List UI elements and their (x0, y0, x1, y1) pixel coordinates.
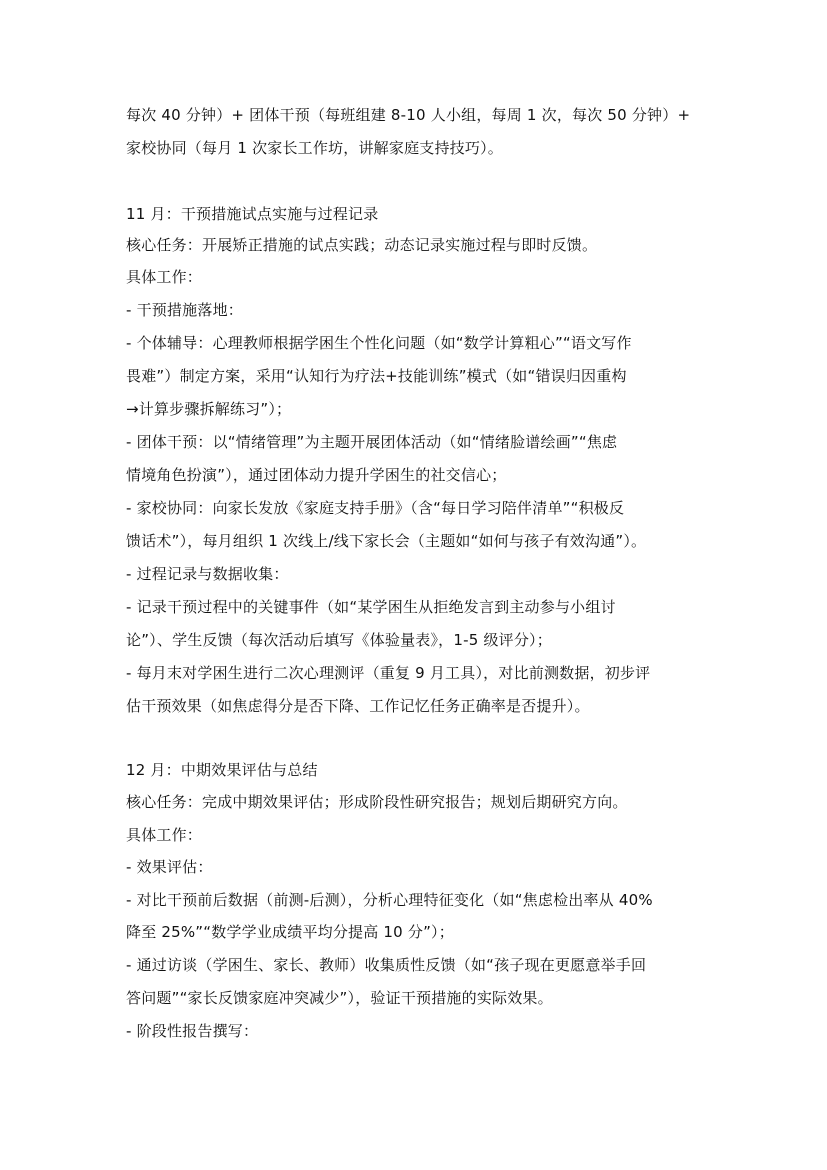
text-line: 情境角色扮演”），通过团体动力提升学困生的社交信心； (126, 466, 507, 484)
text-line: - 通过访谈（学困生、家长、教师）收集质性反馈（如“孩子现在更愿意举手回 (126, 956, 647, 974)
text-line: 核心任务：完成中期效果评估；形成阶段性研究报告；规划后期研究方向。 (126, 793, 628, 811)
text-line: - 家校协同：向家长发放《家庭支持手册》（含“每日学习陪伴清单”“积极反 (126, 499, 625, 517)
text-line: - 效果评估： (126, 858, 213, 876)
text-line: 降至 25%”“数学学业成绩平均分提高 10 分”）； (126, 923, 454, 941)
text-line: →计算步骤拆解练习”）； (126, 400, 292, 418)
text-line: - 阶段性报告撰写： (126, 1022, 259, 1040)
text-line: 答问题”“家长反馈家庭冲突减少”），验证干预措施的实际效果。 (126, 989, 553, 1007)
text-line: 具体工作： (126, 268, 203, 286)
text-line: 每次 40 分钟）+ 团体干预（每班组建 8-10 人小组，每周 1 次，每次 50 分钟）+ (126, 106, 691, 124)
text-line: 论”）、学生反馈（每次活动后填写《体验量表》，1-5 级评分）； (126, 631, 552, 649)
text-line: - 记录干预过程中的关键事件（如“某学困生从拒绝发言到主动参与小组讨 (126, 598, 616, 616)
text-line: 具体工作： (126, 826, 203, 844)
section-heading-november: 11 月：干预措施试点实施与过程记录 (126, 205, 379, 223)
text-line: 畏难”）制定方案，采用“认知行为疗法+技能训练”模式（如“错误归因重构 (126, 367, 627, 385)
text-line: - 对比干预前后数据（前测-后测），分析心理特征变化（如“焦虑检出率从 40% (126, 891, 653, 909)
text-line: - 团体干预：以“情绪管理”为主题开展团体活动（如“情绪脸谱绘画”“焦虑 (126, 433, 618, 451)
section-heading-december: 12 月：中期效果评估与总结 (126, 761, 318, 779)
text-line: - 过程记录与数据收集： (126, 565, 289, 583)
text-line: - 个体辅导：心理教师根据学困生个性化问题（如“数学计算粗心”“语文写作 (126, 334, 632, 352)
text-line: - 每月末对学困生进行二次心理测评（重复 9 月工具），对比前测数据，初步评 (126, 664, 651, 682)
text-line: 估干预效果（如焦虑得分是否下降、工作记忆任务正确率是否提升）。 (126, 697, 590, 715)
text-line: 家校协同（每月 1 次家长工作坊，讲解家庭支持技巧）。 (126, 139, 503, 157)
text-line: 核心任务：开展矫正措施的试点实践；动态记录实施过程与即时反馈。 (126, 236, 598, 254)
text-line: 馈话术”），每月组织 1 次线上/线下家长会（主题如“如何与孩子有效沟通”）。 (126, 532, 647, 550)
text-line: - 干预措施落地： (126, 301, 243, 319)
